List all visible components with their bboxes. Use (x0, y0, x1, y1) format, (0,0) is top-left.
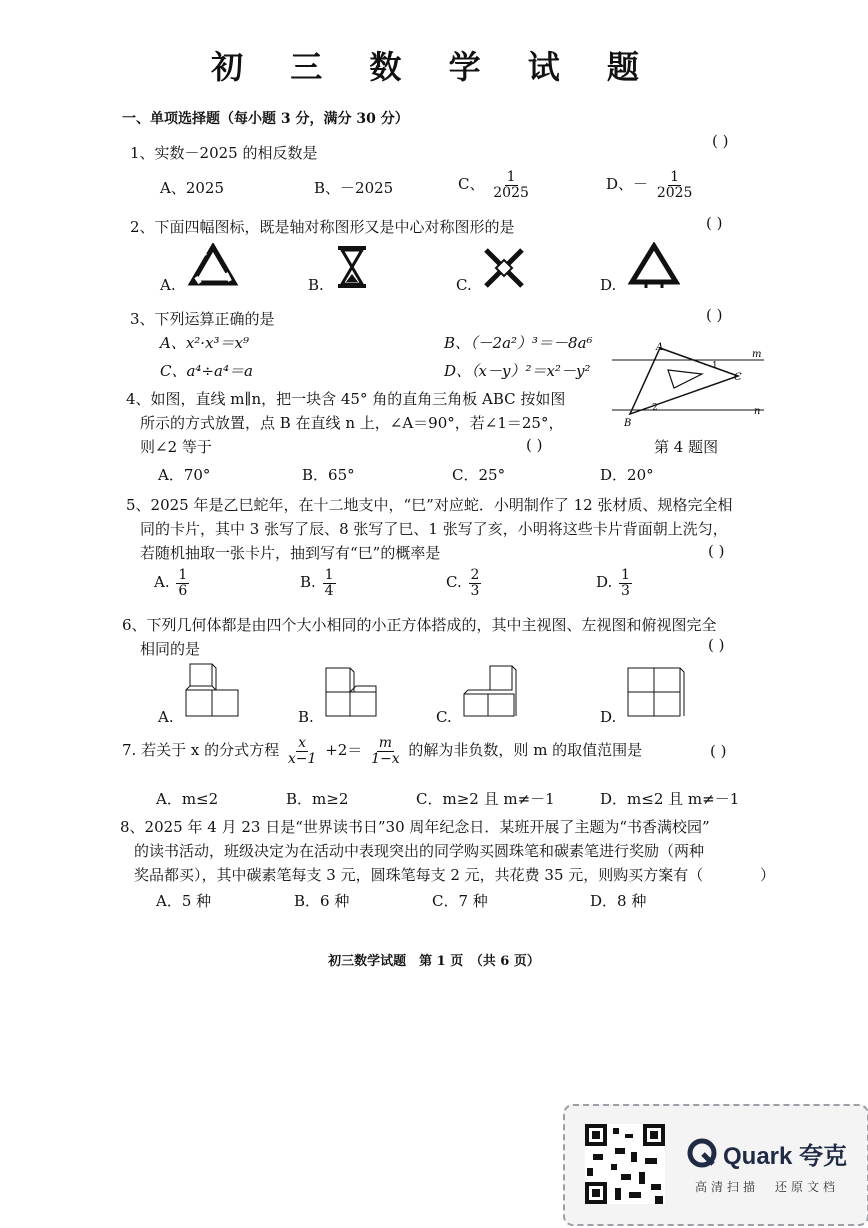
q2-option-a: A. (160, 276, 176, 294)
quark-brand: Quark 夸克 (723, 1143, 848, 1170)
answer-paren-q3: ( ) (706, 306, 723, 324)
cubes-figure-d (624, 664, 688, 720)
q5-b-numerator: 1 (324, 567, 334, 583)
q2-option-c: C. (456, 276, 472, 294)
q5-option-c (446, 568, 483, 598)
answer-paren-q4: ( ) (526, 436, 543, 454)
fig-label-c: C (734, 372, 742, 383)
q7-f2-denominator: 1−x (371, 750, 400, 767)
q3-option-c: C、a⁴÷a⁴＝a (160, 362, 253, 380)
q7-option-c: C．m≥2 且 m≠－1 (416, 790, 555, 808)
answer-paren-q5: ( ) (708, 542, 725, 560)
q2-option-d: D. (600, 276, 617, 294)
q7-post: 的解为非负数，则 m 的取值范围是 (408, 741, 643, 760)
fig-label-angle1: 1 (712, 361, 718, 371)
q5-d-denominator: 3 (621, 582, 630, 599)
q4-line3: 则∠2 等于 (140, 438, 212, 456)
q1-option-d-label: D、－ (606, 175, 649, 194)
q3-option-a: A、x²·x³＝x⁹ (160, 334, 250, 352)
answer-paren-q2: ( ) (706, 214, 723, 232)
q6-option-d: D. (600, 708, 617, 726)
q5-a-denominator: 6 (178, 582, 188, 599)
recycle-outline-icon (628, 242, 680, 292)
fig-label-n: n (754, 406, 761, 417)
q5-line2: 同的卡片，其中 3 张写了辰、8 张写了巳、1 张写了亥，小明将这些卡片背面朝上洗匀， (140, 520, 728, 538)
q1-stem: 1、实数－2025 的相反数是 (130, 144, 318, 162)
triangle-figure (612, 340, 768, 430)
quark-logo-icon (687, 1138, 717, 1168)
q7-f1-denominator: x−1 (287, 750, 317, 767)
q4-option-c: C．25° (452, 466, 506, 484)
q1-option-b: B、－2025 (314, 179, 394, 197)
q8-line2: 的读书活动，班级决定为在活动中表现突出的同学购买圆珠笔和碳素笔进行奖励（两种 (134, 842, 705, 860)
q7-option-a: A．m≤2 (156, 790, 219, 808)
q8-line1: 8、2025 年 4 月 23 日是“世界读书日”30 周年纪念日．某班开展了主题为“书香满校园” (120, 818, 710, 836)
q6-option-c: C. (436, 708, 452, 726)
quark-tagline: 高清扫描 还原文档 (695, 1180, 840, 1194)
answer-paren-q6: ( ) (708, 636, 725, 654)
answer-paren-q1: ( ) (712, 132, 729, 150)
q5-c-numerator: 2 (470, 567, 480, 583)
q4-figure-caption: 第 4 题图 (654, 438, 719, 456)
q5-d-label: D. (596, 573, 613, 592)
q7-f2-numerator: m (378, 735, 392, 751)
fig-label-b: B (624, 418, 632, 429)
cubes-figure-b (322, 664, 382, 720)
q8-option-d: D．8 种 (590, 892, 647, 910)
q5-option-a (154, 568, 191, 598)
q6-line2: 相同的是 (140, 640, 201, 658)
q5-d-numerator: 1 (621, 567, 630, 583)
q4-option-d: D．20° (600, 466, 654, 484)
page-title: 初 三 数 学 试 题 (211, 48, 657, 86)
q5-b-label: B. (300, 573, 316, 592)
q2-option-b: B. (308, 276, 324, 294)
quark-watermark (563, 1104, 868, 1226)
q4-line1: 4、如图，直线 m∥n，把一块含 45° 角的直角三角板 ABC 按如图 (126, 390, 566, 408)
cross-arrows-icon (482, 246, 526, 290)
page-footer: 初三数学试题 第 1 页 （共 6 页） (328, 954, 540, 969)
cubes-figure-c (460, 662, 520, 720)
fig-label-angle2: 2 (652, 403, 658, 413)
q5-line3: 若随机抽取一张卡片，抽到写有“巳”的概率是 (140, 544, 441, 562)
q6-line1: 6、下列几何体都是由四个大小相同的小正方体搭成的，其中主视图、左视图和俯视图完全 (122, 616, 717, 634)
q1-c-denominator: 2025 (493, 184, 529, 201)
fig-label-m: m (752, 349, 762, 360)
q7-mid: +2＝ (325, 741, 363, 760)
q4-line2: 所示的方式放置，点 B 在直线 n 上，∠A＝90°，若∠1＝25°， (140, 414, 564, 432)
answer-paren-q7: ( ) (710, 742, 727, 760)
fig-label-a: A (656, 342, 664, 353)
q6-option-b: B. (298, 708, 314, 726)
q4-option-a: A．70° (158, 466, 211, 484)
hourglass-icon (334, 244, 370, 290)
q5-a-numerator: 1 (178, 567, 188, 583)
q1-c-numerator: 1 (506, 169, 516, 185)
q8-paren-close: ） (760, 866, 776, 884)
q3-option-d: D、（x－y）²＝x²－y² (444, 362, 591, 380)
q5-option-d (596, 568, 634, 598)
q7-f1-numerator: x (298, 735, 307, 751)
cubes-figure-a (182, 660, 242, 720)
q2-stem: 2、下面四幅图标，既是轴对称图形又是中心对称图形的是 (130, 218, 515, 236)
q4-option-b: B．65° (302, 466, 355, 484)
q1-option-a: A、2025 (160, 179, 225, 197)
q1-option-c-label: C、 (458, 175, 485, 194)
q8-option-c: C．7 种 (432, 892, 488, 910)
q6-option-a: A. (158, 708, 174, 726)
q5-b-denominator: 4 (324, 582, 334, 599)
q5-line1: 5、2025 年是乙巳蛇年，在十二地支中，“巳”对应蛇．小明制作了 12 张材质、规格完全相 (126, 496, 733, 514)
recycle-icon (186, 243, 240, 291)
q1-d-numerator: 1 (670, 169, 680, 185)
q7-option-b: B．m≥2 (286, 790, 349, 808)
q7-pre: 7. 若关于 x 的分式方程 (122, 741, 280, 760)
q1-d-denominator: 2025 (656, 184, 693, 201)
q1-option-d (606, 170, 696, 200)
q8-option-b: B．6 种 (294, 892, 350, 910)
q7-option-d: D．m≤2 且 m≠－1 (600, 790, 740, 808)
q8-line3: 奖品都买），其中碳素笔每支 3 元，圆珠笔每支 2 元，共花费 35 元，则购买方案有（ (134, 866, 704, 884)
qr-code-icon (585, 1124, 665, 1204)
q5-a-label: A. (154, 573, 170, 592)
q1-option-c (458, 170, 533, 200)
q5-c-denominator: 3 (470, 582, 480, 599)
q3-stem: 3、下列运算正确的是 (130, 310, 275, 328)
q3-option-b: B、（－2a²）³＝－8a⁶ (444, 334, 593, 352)
q8-option-a: A．5 种 (156, 892, 212, 910)
q7-stem (122, 736, 642, 766)
section-heading: 一、单项选择题（每小题 3 分，满分 30 分） (122, 111, 409, 127)
q5-c-label: C. (446, 573, 462, 592)
q5-option-b (300, 568, 338, 598)
